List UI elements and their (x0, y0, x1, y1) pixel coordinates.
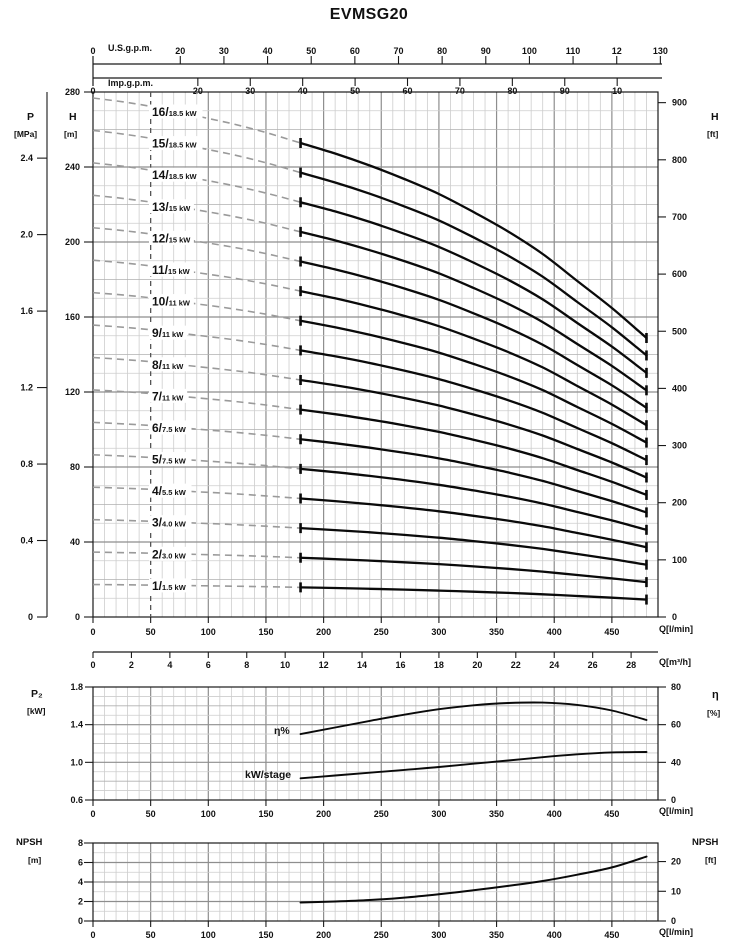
pressure-tick-label: 1.2 (20, 382, 33, 393)
mid-q-tick-label: 50 (145, 809, 156, 819)
m3h-tick-label: 8 (244, 660, 250, 670)
head-ft-tick-label: 0 (672, 612, 678, 622)
npsh-m-tick-label: 0 (77, 916, 83, 926)
curve-label-1: 1/1.5 kW (152, 578, 186, 593)
head-m-axis-unit: [m] (64, 129, 78, 139)
npsh-q-tick-label: 250 (373, 930, 389, 940)
us-gpm-tick-label: 30 (218, 46, 229, 56)
head-ft-tick-label: 700 (672, 211, 688, 222)
eta-axis-caption: η (712, 689, 719, 701)
imp-gpm-tick-label: 40 (297, 86, 308, 96)
mid-q-tick-label: 350 (489, 809, 505, 819)
us-gpm-tick-label: 12 (611, 46, 622, 56)
pressure-tick-label: 0.4 (20, 535, 33, 546)
npsh-q-tick-label: 450 (604, 930, 620, 940)
imp-gpm-tick-label: 70 (454, 86, 465, 96)
mid-q-tick-label: 300 (431, 809, 447, 819)
mid-q-tick-label: 450 (604, 809, 620, 819)
main-q-tick-label: 250 (373, 627, 389, 637)
m3h-tick-label: 0 (90, 660, 96, 670)
m3h-tick-label: 20 (472, 660, 483, 670)
npsh-q-tick-label: 50 (145, 930, 156, 940)
curve-label-4: 4/5.5 kW (152, 484, 186, 499)
npsh-grid (93, 843, 658, 921)
main-x-axis-label: Q[l/min] (659, 624, 693, 634)
m3h-tick-label: 12 (318, 660, 329, 670)
curve-label-6: 6/7.5 kW (152, 420, 186, 435)
npsh-right-unit: [ft] (705, 855, 717, 865)
head-m-tick-label: 80 (69, 462, 80, 472)
m3h-tick-label: 10 (280, 660, 291, 670)
npsh-q-tick-label: 200 (316, 930, 332, 940)
curve-label-12: 12/15 kW (152, 231, 191, 246)
imp-gpm-tick-label: 50 (350, 86, 361, 96)
head-ft-axis-caption: H (711, 111, 719, 123)
kw-stage-series-label: kW/stage (245, 769, 292, 781)
head-ft-tick-label: 800 (672, 154, 688, 165)
npsh-q-tick-label: 350 (489, 930, 505, 940)
curve-label-16: 16/18.5 kW (152, 105, 197, 119)
m3h-tick-label: 22 (510, 660, 521, 670)
p2-tick-label: 1.8 (70, 682, 83, 692)
curve-label-5: 5/7.5 kW (152, 452, 186, 467)
curve-label-13: 13/15 kW (152, 199, 191, 214)
main-q-tick-label: 0 (90, 627, 96, 637)
npsh-m-tick-label: 6 (77, 857, 83, 868)
imp-gpm-scale-name: Imp.g.p.m. (108, 78, 153, 88)
npsh-axes (78, 838, 681, 940)
head-ft-tick-label: 900 (672, 97, 688, 108)
npsh-q-tick-label: 150 (258, 930, 274, 940)
eta-tick-label: 40 (671, 757, 682, 768)
head-m-tick-label: 200 (64, 237, 80, 247)
top-flow-scales (90, 43, 668, 96)
curve-label-7: 7/11 kW (152, 389, 184, 404)
head-m-tick-label: 240 (64, 162, 80, 172)
mid-x-axis-label: Q[l/min] (659, 806, 693, 816)
us-gpm-tick-label: 60 (349, 46, 360, 56)
curve-label-2: 2/3.0 kW (152, 547, 186, 562)
p2-axis-caption: P₂ (31, 688, 43, 700)
m3h-tick-label: 24 (549, 660, 560, 670)
m3h-tick-label: 26 (587, 660, 598, 670)
head-ft-tick-label: 300 (672, 440, 688, 451)
main-q-tick-label: 300 (431, 627, 447, 637)
pressure-axis-unit: [MPa] (14, 129, 38, 139)
main-q-tick-label: 350 (489, 627, 505, 637)
main-q-tick-label: 150 (258, 627, 274, 637)
npsh-m-tick-label: 2 (77, 896, 83, 907)
mid-q-tick-label: 100 (200, 809, 216, 819)
m3h-tick-label: 2 (128, 660, 134, 670)
head-ft-tick-label: 600 (672, 269, 688, 280)
m3h-tick-label: 16 (395, 660, 406, 670)
npsh-ft-tick-label: 20 (671, 856, 682, 867)
npsh-m-tick-label: 8 (77, 838, 83, 848)
m3h-tick-label: 14 (357, 660, 368, 670)
npsh-q-tick-label: 300 (431, 930, 447, 940)
p2-axis-unit: [kW] (27, 706, 46, 716)
head-m-tick-label: 40 (69, 537, 80, 547)
head-ft-tick-label: 500 (672, 326, 688, 337)
npsh-left-unit: [m] (28, 855, 42, 865)
pressure-tick-label: 0.8 (20, 459, 33, 470)
curve-label-14: 14/18.5 kW (152, 168, 197, 183)
us-gpm-scale-name: U.S.g.p.m. (108, 43, 153, 53)
m3h-tick-label: 28 (626, 660, 637, 670)
us-gpm-tick-label: 130 (652, 46, 668, 56)
main-q-tick-label: 50 (145, 627, 156, 637)
m3h-scale (90, 652, 658, 670)
npsh-right-caption: NPSH (692, 837, 719, 848)
us-gpm-tick-label: 80 (437, 46, 448, 56)
m3h-x-axis-label: Q[m³/h] (659, 657, 691, 667)
head-ft-tick-label: 200 (672, 497, 688, 508)
us-gpm-tick-label: 70 (393, 46, 404, 56)
m3h-tick-label: 18 (433, 660, 444, 670)
pressure-tick-label: 2.0 (20, 229, 33, 240)
eta-tick-label: 60 (671, 719, 682, 730)
npsh-left-caption: NPSH (16, 837, 43, 848)
head-curve-labels (149, 105, 203, 593)
p2-tick-label: 0.6 (70, 795, 83, 805)
mid-q-tick-label: 250 (373, 809, 389, 819)
head-ft-axis-unit: [ft] (707, 129, 719, 139)
curve-label-3: 3/4.0 kW (152, 515, 186, 530)
npsh-ft-tick-label: 10 (671, 886, 682, 897)
us-gpm-tick-label: 50 (306, 46, 317, 56)
m3h-tick-label: 4 (167, 660, 173, 670)
imp-gpm-tick-label: 20 (192, 86, 203, 96)
imp-gpm-tick-label: 10 (612, 86, 623, 96)
imp-gpm-tick-label: 90 (559, 86, 570, 96)
us-gpm-tick-label: 100 (521, 46, 537, 56)
us-gpm-tick-label: 110 (565, 46, 581, 56)
head-m-tick-label: 160 (64, 312, 80, 322)
head-m-tick-label: 120 (64, 387, 80, 397)
pressure-tick-label: 1.6 (20, 306, 33, 317)
curve-label-8: 8/11 kW (152, 357, 184, 372)
mid-q-tick-label: 400 (546, 809, 562, 819)
m3h-tick-label: 6 (205, 660, 211, 670)
eta-series-label: η% (274, 725, 290, 737)
imp-gpm-tick-label: 60 (402, 86, 413, 96)
p2-tick-label: 1.0 (70, 757, 83, 768)
eta-axis-unit: [%] (707, 708, 721, 718)
pressure-axis-caption: P (27, 111, 35, 123)
imp-gpm-tick-label: 30 (245, 86, 256, 96)
imp-gpm-tick-label: 80 (507, 86, 518, 96)
head-ft-tick-label: 400 (672, 383, 688, 394)
us-gpm-tick-label: 90 (480, 46, 491, 56)
us-gpm-tick-label: 40 (262, 46, 273, 56)
npsh-q-tick-label: 400 (546, 930, 562, 940)
head-m-axis-caption: H (69, 111, 77, 123)
us-gpm-tick-label: 0 (90, 46, 96, 56)
npsh-m-tick-label: 4 (77, 877, 83, 887)
main-q-tick-label: 450 (604, 627, 620, 637)
eta-tick-label: 80 (671, 682, 682, 692)
pressure-tick-label: 2.4 (20, 153, 33, 164)
main-q-tick-label: 400 (546, 627, 562, 637)
pressure-tick-label: 0 (27, 612, 33, 622)
curve-label-9: 9/11 kW (152, 326, 184, 341)
eta-tick-label: 0 (671, 795, 677, 805)
curve-label-15: 15/18.5 kW (152, 136, 197, 151)
npsh-ft-tick-label: 0 (671, 916, 677, 926)
npsh-q-tick-label: 0 (90, 930, 96, 940)
head-m-tick-label: 280 (64, 87, 80, 97)
p2-tick-label: 1.4 (70, 719, 83, 730)
head-ft-tick-label: 100 (672, 554, 688, 565)
mid-q-tick-label: 150 (258, 809, 274, 819)
curve-label-11: 11/15 kW (152, 262, 190, 277)
main-q-tick-label: 100 (200, 627, 216, 637)
mid-q-tick-label: 200 (316, 809, 332, 819)
curve-label-10: 10/11 kW (152, 294, 190, 309)
imp-gpm-tick-label: 0 (90, 86, 96, 96)
npsh-q-tick-label: 100 (200, 930, 216, 940)
us-gpm-tick-label: 20 (175, 46, 186, 56)
page-title: EVMSG20 (329, 6, 409, 23)
npsh-x-axis-label: Q[l/min] (659, 927, 693, 937)
main-q-tick-label: 200 (316, 627, 332, 637)
head-m-tick-label: 0 (74, 612, 80, 622)
mid-q-tick-label: 0 (90, 809, 96, 819)
